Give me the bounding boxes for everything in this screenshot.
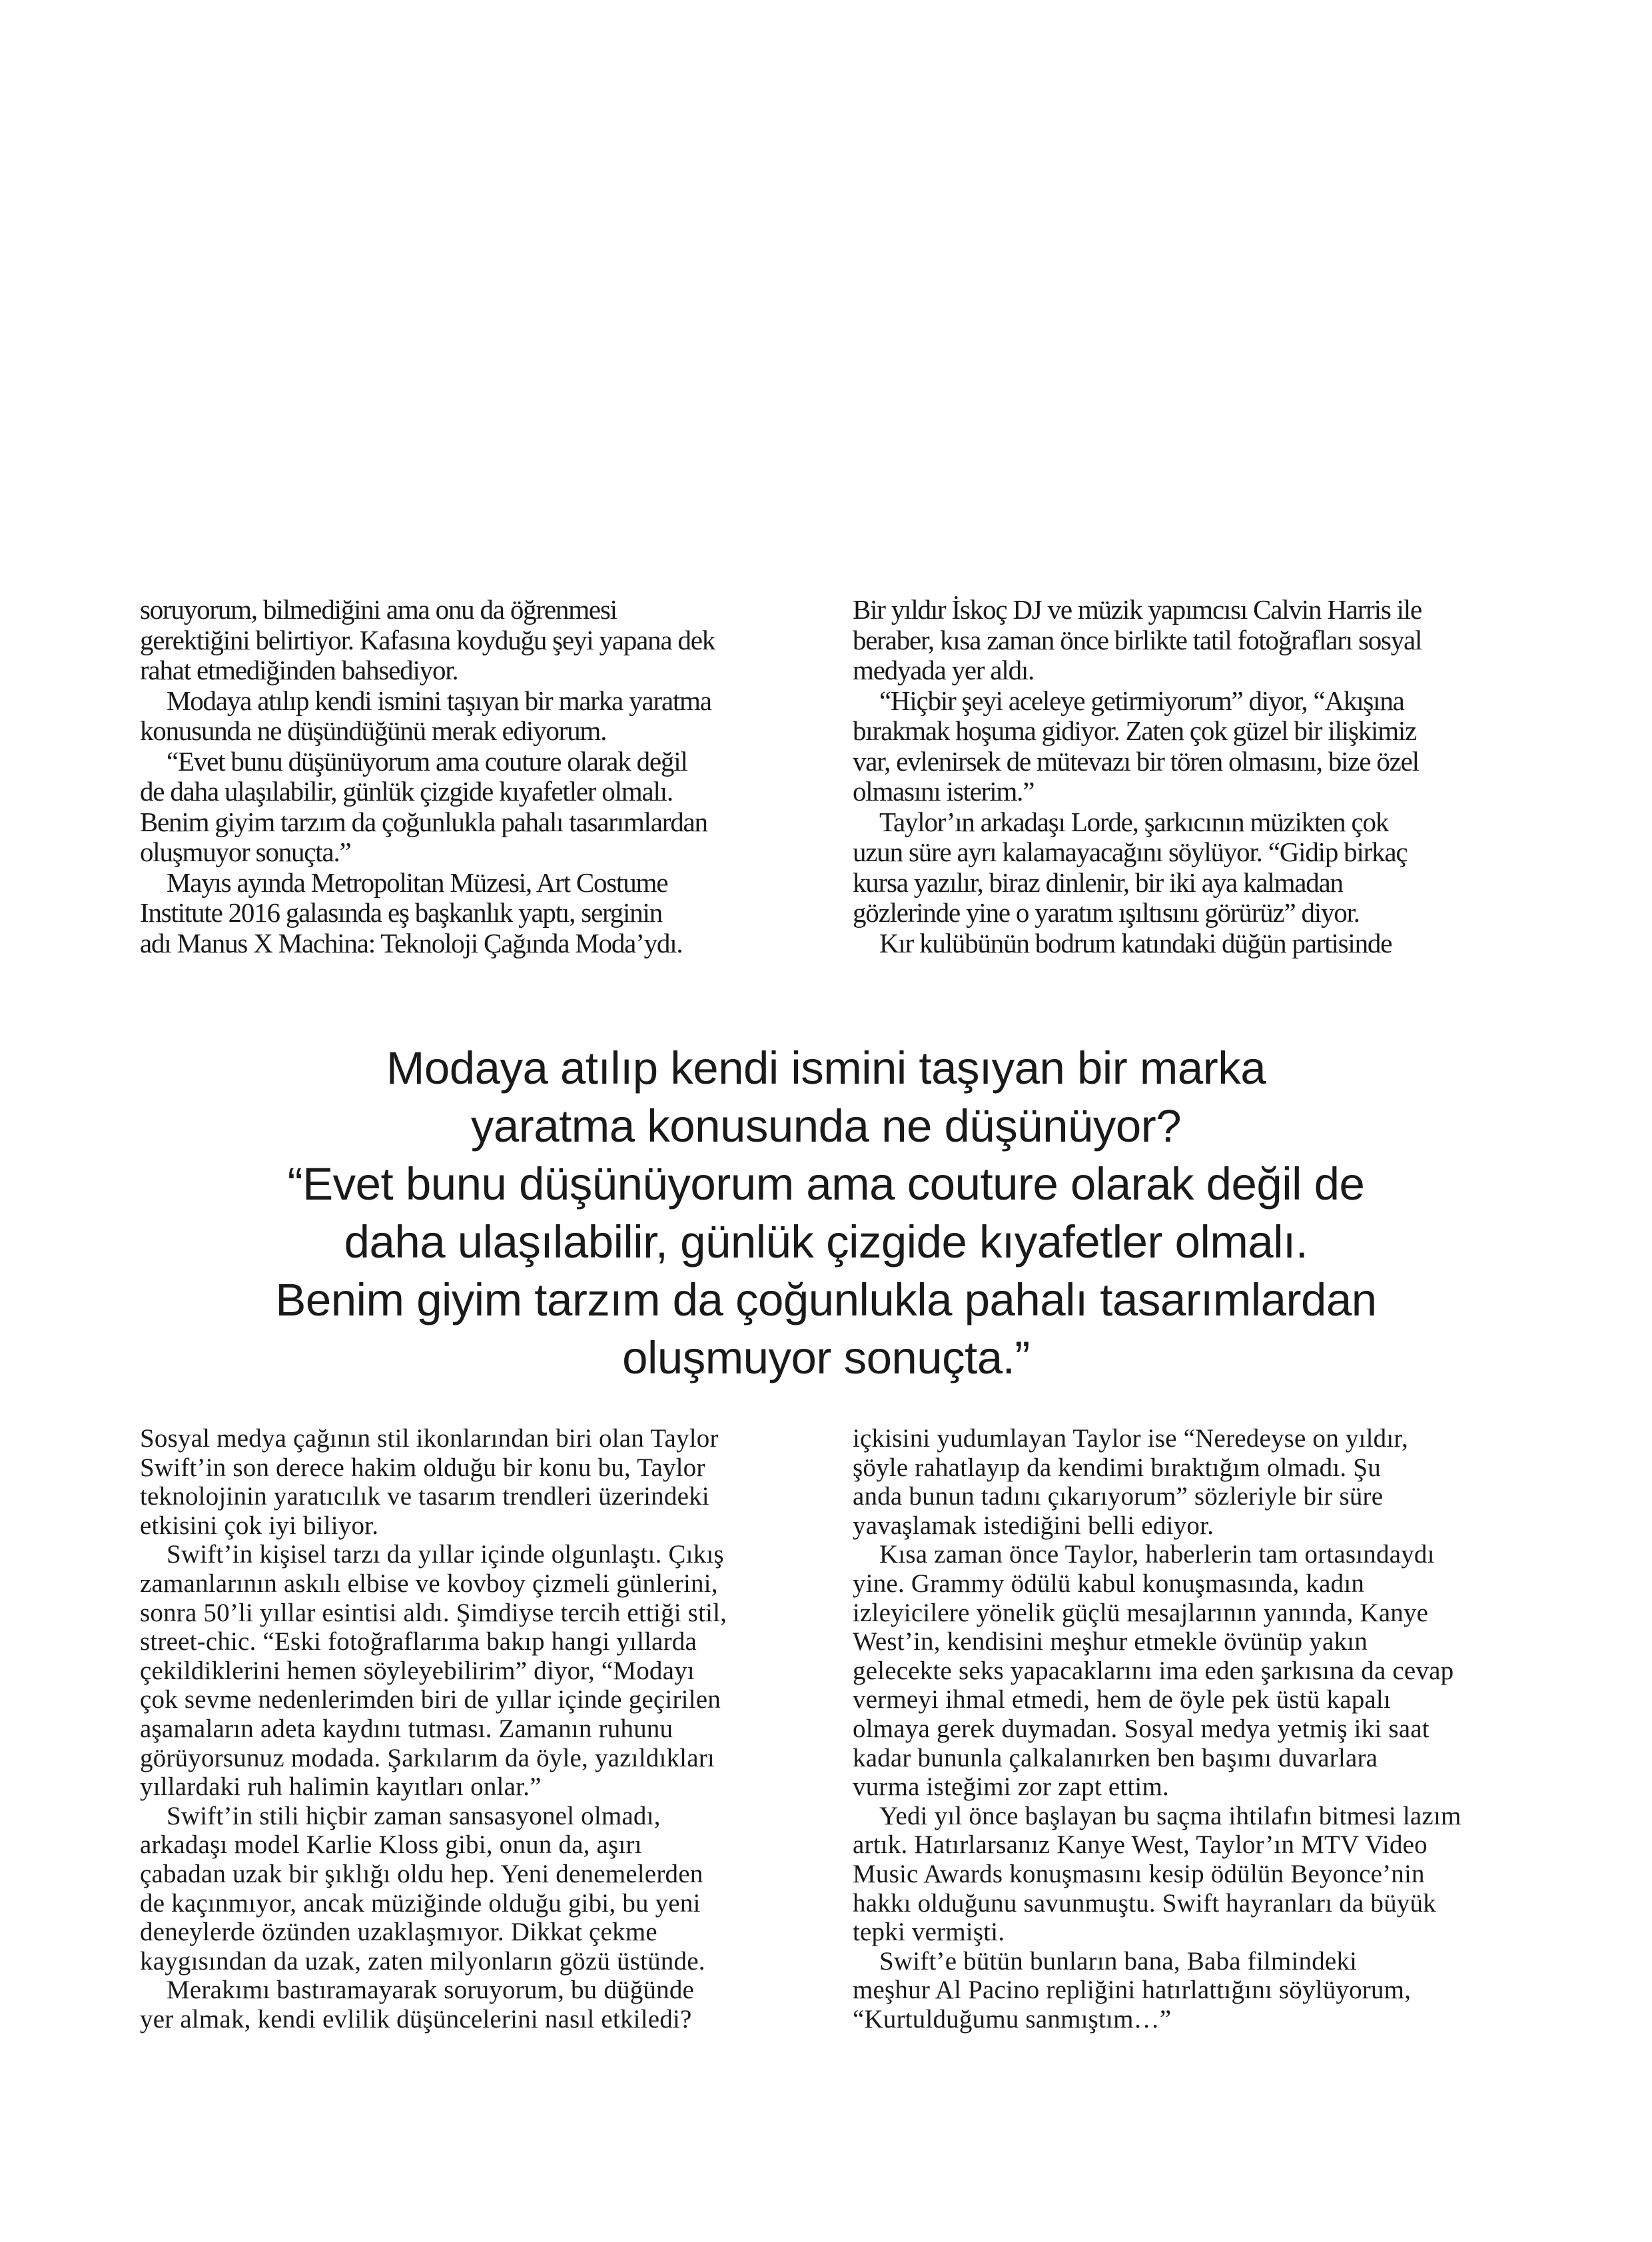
text-line: kursa yazılır, biraz dinlenir, bir iki aya kalmadan bbox=[853, 867, 1343, 898]
text-line: de daha ulaşılabilir, günlük çizgide kıyafetler olmalı. bbox=[140, 776, 673, 807]
text-line: görüyorsunuz modada. Şarkılarım da öyle, yazıldıkları bbox=[140, 1743, 715, 1772]
article-column-bottom-left bbox=[140, 1424, 727, 2034]
paragraph bbox=[853, 1540, 1461, 1801]
text-line: bırakmak hoşuma gidiyor. Zaten çok güzel bir ilişkimiz bbox=[853, 715, 1417, 746]
text-line: teknolojinin yaratıcılık ve tasarım trendleri üzerindeki bbox=[140, 1482, 709, 1511]
text-line: artık. Hatırlarsanız Kanye West, Taylor’ın MTV Video bbox=[853, 1830, 1428, 1860]
text-line: çabadan uzak bir şıklığı oldu hep. Yeni denemelerden bbox=[140, 1859, 703, 1888]
text-line: gerektiğini belirtiyor. Kafasına koyduğu şeyi yapana dek bbox=[140, 624, 715, 655]
text-line: de kaçınmıyor, ancak müziğinde olduğu gibi, bu yeni bbox=[140, 1888, 701, 1918]
text-line: medyada yer aldı. bbox=[853, 655, 1034, 685]
text-line: Yedi yıl önce başlayan bu saçma ihtilafın bitmesi lazım bbox=[879, 1801, 1461, 1830]
article-column-top-left bbox=[140, 595, 715, 958]
text-line: “Evet bunu düşünüyorum ama couture olarak değil bbox=[167, 745, 687, 777]
text-line: Benim giyim tarzım da çoğunlukla pahalı tasarımlardan bbox=[140, 806, 707, 837]
text-line: izleyicilere yönelik güçlü mesajlarının yanında, Kanye bbox=[853, 1598, 1429, 1627]
text-line: Music Awards konuşmasını kesip ödülün Beyonce’nin bbox=[853, 1859, 1425, 1888]
pull-quote-line: daha ulaşılabilir, günlük çizgide kıyafetler olmalı. bbox=[344, 1216, 1308, 1268]
text-line: Swift’e bütün bunların bana, Baba filmindeki bbox=[879, 1946, 1358, 1976]
text-line: Modaya atılıp kendi ismini taşıyan bir marka yaratma bbox=[167, 685, 711, 716]
paragraph bbox=[140, 868, 715, 959]
text-line: West’in, kendisini meşhur etmekle övünüp yakın bbox=[853, 1627, 1368, 1657]
paragraph bbox=[140, 1976, 727, 2034]
text-line: yine. Grammy ödülü kabul konuşmasında, kadın bbox=[853, 1569, 1365, 1598]
text-line: Swift’in stili hiçbir zaman sansasyonel olmadı, bbox=[167, 1801, 661, 1830]
text-line: Swift’in son derece hakim olduğu bir konu bu, Taylor bbox=[140, 1453, 705, 1482]
paragraph bbox=[140, 747, 715, 868]
text-line: konusunda ne düşündüğünü merak ediyorum. bbox=[140, 715, 607, 746]
text-line: zamanlarının askılı elbise ve kovboy çizmeli günlerini, bbox=[140, 1569, 718, 1598]
pull-quote-line: Modaya atılıp kendi ismini taşıyan bir marka bbox=[386, 1042, 1266, 1094]
text-line: uzun süre ayrı kalamayacağını söylüyor. “Gidip birkaç bbox=[853, 837, 1408, 867]
paragraph bbox=[853, 807, 1422, 929]
text-line: Bir yıldır İskoç DJ ve müzik yapımcısı Calvin Harris ile bbox=[853, 594, 1422, 625]
text-line: olmasını isterim.” bbox=[853, 776, 1034, 807]
text-line: tepki vermişti. bbox=[853, 1918, 1005, 1947]
text-line: vurma isteğimi zor zapt ettim. bbox=[853, 1772, 1169, 1802]
text-line: Taylor’ın arkadaşı Lorde, şarkıcının müzikten çok bbox=[879, 806, 1389, 837]
text-line: Sosyal medya çağının stil ikonlarından biri olan Taylor bbox=[140, 1424, 719, 1453]
paragraph bbox=[853, 929, 1422, 959]
text-line: beraber, kısa zaman önce birlikte tatil fotoğrafları sosyal bbox=[853, 624, 1422, 655]
text-line: street-chic. “Eski fotoğraflarıma bakıp hangi yıllarda bbox=[140, 1627, 697, 1657]
text-line: hakkı olduğunu savunmuştu. Swift hayranları da büyük bbox=[853, 1888, 1436, 1918]
text-line: oluşmuyor sonuçta.” bbox=[140, 837, 351, 867]
text-line: içkisini yudumlayan Taylor ise “Neredeyse on yıldır, bbox=[853, 1424, 1408, 1453]
text-line: Institute 2016 galasında eş başkanlık yaptı, serginin bbox=[140, 897, 662, 928]
paragraph bbox=[853, 1802, 1461, 1947]
text-line: yıllardaki ruh halimin kayıtları onlar.” bbox=[140, 1772, 542, 1802]
paragraph bbox=[140, 1424, 727, 1540]
text-line: aşamaların adeta kaydını tutması. Zamanın ruhunu bbox=[140, 1714, 673, 1743]
pull-quote-line: yaratma konusunda ne düşünüyor? bbox=[470, 1100, 1182, 1152]
paragraph bbox=[140, 1540, 727, 1801]
paragraph bbox=[140, 686, 715, 747]
paragraph bbox=[140, 1802, 727, 1976]
paragraph bbox=[853, 595, 1422, 686]
paragraph bbox=[853, 686, 1422, 807]
text-line: etkisini çok iyi biliyor. bbox=[140, 1511, 379, 1540]
text-line: kadar bununla çalkalanırken ben başımı duvarlara bbox=[853, 1743, 1378, 1772]
text-line: gözlerinde yine o yaratım ışıltısını görürüz” diyor. bbox=[853, 897, 1360, 928]
article-column-top-right bbox=[853, 595, 1422, 958]
text-line: Merakımı bastıramayarak soruyorum, bu düğünde bbox=[167, 1976, 695, 2005]
paragraph bbox=[140, 595, 715, 686]
text-line: sonra 50’li yıllar esintisi aldı. Şimdiyse tercih ettiği stil, bbox=[140, 1598, 727, 1627]
text-line: Kır kulübünün bodrum katındaki düğün partisinde bbox=[879, 927, 1392, 958]
pull-quote bbox=[0, 1039, 1652, 1387]
text-line: şöyle rahatlayıp da kendimi bıraktığım olmadı. Şu bbox=[853, 1453, 1381, 1482]
text-line: deneylerde özünden uzaklaşmıyor. Dikkat çekme bbox=[140, 1918, 657, 1947]
text-line: kaygısından da uzak, zaten milyonların gözü üstünde. bbox=[140, 1946, 705, 1976]
text-line: yavaşlamak istediğini belli ediyor. bbox=[853, 1511, 1214, 1540]
text-line: “Kurtulduğumu sanmıştım…” bbox=[853, 2004, 1172, 2034]
pull-quote-line: “Evet bunu düşünüyorum ama couture olarak değil de bbox=[287, 1158, 1365, 1210]
text-line: rahat etmediğinden bahsediyor. bbox=[140, 655, 458, 685]
pull-quote-line: Benim giyim tarzım da çoğunlukla pahalı tasarımlardan bbox=[275, 1274, 1377, 1325]
text-line: Kısa zaman önce Taylor, haberlerin tam ortasındaydı bbox=[879, 1540, 1435, 1569]
text-line: çok sevme nedenlerimden biri de yıllar içinde geçirilen bbox=[140, 1685, 721, 1714]
pull-quote-line: oluşmuyor sonuçta.” bbox=[622, 1332, 1030, 1383]
text-line: yer almak, kendi evlilik düşüncelerini nasıl etkiledi? bbox=[140, 2004, 692, 2034]
paragraph bbox=[853, 1424, 1461, 1540]
paragraph bbox=[853, 1947, 1461, 2034]
text-line: olmaya gerek duymadan. Sosyal medya yetmiş iki saat bbox=[853, 1714, 1430, 1743]
text-line: gelecekte seks yapacaklarını ima eden şarkısına da cevap bbox=[853, 1656, 1454, 1685]
text-line: anda bunun tadını çıkarıyorum” sözleriyle bir süre bbox=[853, 1482, 1384, 1511]
text-line: “Hiçbir şeyi aceleye getirmiyorum” diyor, “Akışına bbox=[879, 685, 1404, 716]
text-line: soruyorum, bilmediğini ama onu da öğrenmesi bbox=[140, 594, 617, 625]
article-column-bottom-right bbox=[853, 1424, 1461, 2034]
text-line: meşhur Al Pacino repliğini hatırlattığını söylüyorum, bbox=[853, 1976, 1412, 2005]
text-line: arkadaşı model Karlie Kloss gibi, onun da, aşırı bbox=[140, 1830, 642, 1860]
text-line: adı Manus X Machina: Teknoloji Çağında Moda’ydı. bbox=[140, 927, 683, 958]
text-line: vermeyi ihmal etmedi, hem de öyle pek üstü kapalı bbox=[853, 1685, 1391, 1714]
text-line: çekildiklerini hemen söyleyebilirim” diyor, “Modayı bbox=[140, 1656, 695, 1685]
text-line: Swift’in kişisel tarzı da yıllar içinde olgunlaştı. Çıkış bbox=[167, 1540, 724, 1569]
text-line: Mayıs ayında Metropolitan Müzesi, Art Costume bbox=[167, 867, 668, 898]
text-line: var, evlenirsek de mütevazı bir tören olmasını, bize özel bbox=[853, 745, 1419, 777]
